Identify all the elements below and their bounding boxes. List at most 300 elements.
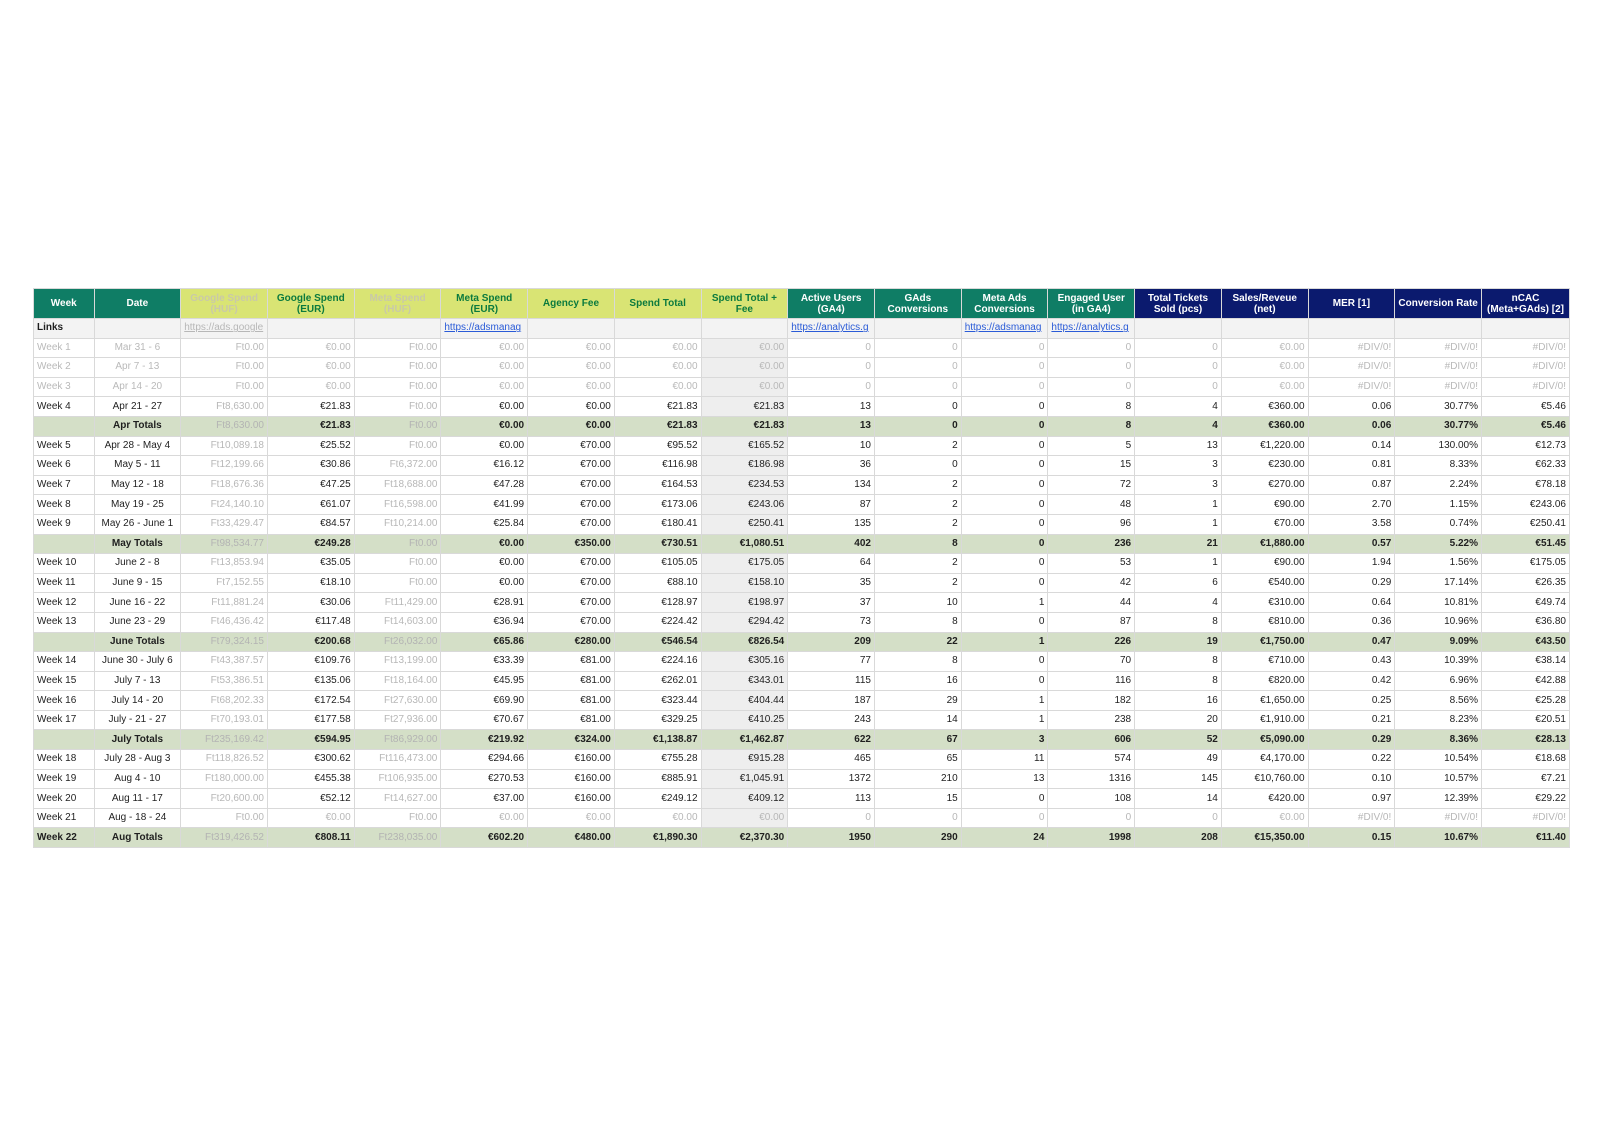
cell-date[interactable]: May 26 - June 1 (94, 514, 181, 534)
cell-google-spend-huf[interactable]: Ft8,630.00 (181, 397, 268, 417)
cell-mer[interactable]: 0.25 (1308, 691, 1395, 711)
cell-google-spend-eur[interactable]: €177.58 (267, 710, 354, 730)
cell-gads-conversions[interactable]: 2 (874, 495, 961, 515)
cell-tickets-sold[interactable]: 3 (1135, 456, 1222, 476)
cell-google-spend-eur[interactable]: €0.00 (267, 808, 354, 828)
cell-google-spend-eur[interactable]: €455.38 (267, 769, 354, 789)
cell-week[interactable] (34, 416, 95, 436)
cell-engaged-users[interactable]: 606 (1048, 730, 1135, 750)
cell-tickets-sold[interactable]: 1 (1135, 495, 1222, 515)
cell-date[interactable]: June 2 - 8 (94, 554, 181, 574)
cell-ncac[interactable]: €7.21 (1482, 769, 1570, 789)
cell-spend-total[interactable]: €21.83 (614, 397, 701, 417)
cell-engaged-users[interactable]: 1316 (1048, 769, 1135, 789)
cell-agency-fee[interactable]: €81.00 (528, 691, 615, 711)
cell-spend-total-fee[interactable]: €158.10 (701, 573, 788, 593)
cell-gads-conversions[interactable]: 2 (874, 554, 961, 574)
links-cell[interactable] (1135, 319, 1222, 339)
cell-spend-total-fee[interactable]: €0.00 (701, 808, 788, 828)
cell-google-spend-eur[interactable]: €21.83 (267, 397, 354, 417)
cell-tickets-sold[interactable]: 19 (1135, 632, 1222, 652)
cell-google-spend-eur[interactable]: €117.48 (267, 612, 354, 632)
cell-spend-total-fee[interactable]: €21.83 (701, 416, 788, 436)
cell-google-spend-huf[interactable]: Ft13,853.94 (181, 554, 268, 574)
cell-sales-revenue[interactable]: €820.00 (1221, 671, 1308, 691)
cell-meta-ads-conversions[interactable]: 0 (961, 534, 1048, 554)
cell-conversion-rate[interactable]: 30.77% (1395, 397, 1482, 417)
cell-week[interactable]: Week 19 (34, 769, 95, 789)
header-date[interactable]: Date (94, 289, 181, 319)
cell-spend-total-fee[interactable]: €198.97 (701, 593, 788, 613)
cell-engaged-users[interactable]: 42 (1048, 573, 1135, 593)
cell-engaged-users[interactable]: 0 (1048, 338, 1135, 358)
cell-google-spend-huf[interactable]: Ft24,140.10 (181, 495, 268, 515)
cell-spend-total-fee[interactable]: €186.98 (701, 456, 788, 476)
cell-ncac[interactable]: €25.28 (1482, 691, 1570, 711)
cell-meta-spend-eur[interactable]: €0.00 (441, 436, 528, 456)
cell-meta-spend-huf[interactable]: Ft13,199.00 (354, 652, 441, 672)
cell-week[interactable]: Week 17 (34, 710, 95, 730)
header-agency-fee[interactable]: Agency Fee (528, 289, 615, 319)
cell-tickets-sold[interactable]: 1 (1135, 554, 1222, 574)
cell-active-users[interactable]: 77 (788, 652, 875, 672)
cell-spend-total-fee[interactable]: €165.52 (701, 436, 788, 456)
cell-sales-revenue[interactable]: €710.00 (1221, 652, 1308, 672)
cell-ncac[interactable]: €62.33 (1482, 456, 1570, 476)
cell-gads-conversions[interactable]: 10 (874, 593, 961, 613)
links-cell[interactable] (1308, 319, 1395, 339)
cell-sales-revenue[interactable]: €70.00 (1221, 514, 1308, 534)
cell-active-users[interactable]: 0 (788, 377, 875, 397)
cell-ncac[interactable]: €250.41 (1482, 514, 1570, 534)
cell-ncac[interactable]: €29.22 (1482, 789, 1570, 809)
header-google-spend-eur[interactable]: Google Spend (EUR) (267, 289, 354, 319)
cell-conversion-rate[interactable]: 10.81% (1395, 593, 1482, 613)
cell-week[interactable]: Week 22 (34, 828, 95, 848)
cell-google-spend-eur[interactable]: €808.11 (267, 828, 354, 848)
cell-meta-ads-conversions[interactable]: 0 (961, 338, 1048, 358)
cell-engaged-users[interactable]: 116 (1048, 671, 1135, 691)
cell-meta-ads-conversions[interactable]: 11 (961, 750, 1048, 770)
cell-date[interactable]: Aug Totals (94, 828, 181, 848)
cell-spend-total-fee[interactable]: €243.06 (701, 495, 788, 515)
cell-spend-total[interactable]: €95.52 (614, 436, 701, 456)
cell-google-spend-huf[interactable]: Ft79,324.15 (181, 632, 268, 652)
cell-gads-conversions[interactable]: 14 (874, 710, 961, 730)
cell-mer[interactable]: 0.06 (1308, 416, 1395, 436)
links-cell[interactable] (528, 319, 615, 339)
cell-tickets-sold[interactable]: 0 (1135, 338, 1222, 358)
cell-tickets-sold[interactable]: 21 (1135, 534, 1222, 554)
cell-mer[interactable]: #DIV/0! (1308, 338, 1395, 358)
cell-google-spend-huf[interactable]: Ft10,089.18 (181, 436, 268, 456)
cell-google-spend-huf[interactable]: Ft0.00 (181, 377, 268, 397)
cell-gads-conversions[interactable]: 8 (874, 534, 961, 554)
cell-meta-ads-conversions[interactable]: 0 (961, 416, 1048, 436)
cell-spend-total[interactable]: €885.91 (614, 769, 701, 789)
cell-google-spend-huf[interactable]: Ft0.00 (181, 358, 268, 378)
cell-conversion-rate[interactable]: 10.39% (1395, 652, 1482, 672)
cell-date[interactable]: July 7 - 13 (94, 671, 181, 691)
cell-gads-conversions[interactable]: 0 (874, 338, 961, 358)
cell-active-users[interactable]: 13 (788, 397, 875, 417)
cell-agency-fee[interactable]: €0.00 (528, 358, 615, 378)
cell-spend-total[interactable]: €0.00 (614, 377, 701, 397)
cell-sales-revenue[interactable]: €0.00 (1221, 808, 1308, 828)
cell-agency-fee[interactable]: €350.00 (528, 534, 615, 554)
cell-meta-spend-eur[interactable]: €70.67 (441, 710, 528, 730)
cell-google-spend-huf[interactable]: Ft18,676.36 (181, 475, 268, 495)
cell-meta-ads-conversions[interactable]: 1 (961, 710, 1048, 730)
cell-meta-ads-conversions[interactable]: 0 (961, 436, 1048, 456)
cell-engaged-users[interactable]: 44 (1048, 593, 1135, 613)
cell-meta-spend-eur[interactable]: €0.00 (441, 416, 528, 436)
cell-conversion-rate[interactable]: 30.77% (1395, 416, 1482, 436)
cell-gads-conversions[interactable]: 210 (874, 769, 961, 789)
cell-meta-spend-huf[interactable]: Ft6,372.00 (354, 456, 441, 476)
cell-meta-spend-eur[interactable]: €47.28 (441, 475, 528, 495)
cell-spend-total[interactable]: €224.16 (614, 652, 701, 672)
cell-mer[interactable]: 0.15 (1308, 828, 1395, 848)
cell-week[interactable]: Week 18 (34, 750, 95, 770)
cell-meta-spend-huf[interactable]: Ft0.00 (354, 358, 441, 378)
cell-sales-revenue[interactable]: €90.00 (1221, 495, 1308, 515)
cell-engaged-users[interactable]: 0 (1048, 358, 1135, 378)
cell-conversion-rate[interactable]: 1.56% (1395, 554, 1482, 574)
cell-ncac[interactable]: €243.06 (1482, 495, 1570, 515)
cell-active-users[interactable]: 1372 (788, 769, 875, 789)
cell-sales-revenue[interactable]: €360.00 (1221, 397, 1308, 417)
cell-google-spend-huf[interactable]: Ft235,169.42 (181, 730, 268, 750)
header-meta-spend-eur[interactable]: Meta Spend (EUR) (441, 289, 528, 319)
cell-meta-spend-eur[interactable]: €602.20 (441, 828, 528, 848)
cell-active-users[interactable]: 465 (788, 750, 875, 770)
cell-date[interactable]: May 5 - 11 (94, 456, 181, 476)
cell-meta-spend-huf[interactable]: Ft0.00 (354, 338, 441, 358)
cell-spend-total[interactable]: €730.51 (614, 534, 701, 554)
links-cell[interactable] (1221, 319, 1308, 339)
analytics-link[interactable]: https://analytics.g (788, 319, 875, 339)
cell-meta-spend-eur[interactable]: €0.00 (441, 377, 528, 397)
cell-mer[interactable]: 0.29 (1308, 730, 1395, 750)
cell-meta-spend-huf[interactable]: Ft238,035.00 (354, 828, 441, 848)
header-active-users[interactable]: Active Users (GA4) (788, 289, 875, 319)
cell-gads-conversions[interactable]: 0 (874, 358, 961, 378)
cell-sales-revenue[interactable]: €420.00 (1221, 789, 1308, 809)
cell-meta-ads-conversions[interactable]: 0 (961, 475, 1048, 495)
cell-tickets-sold[interactable]: 4 (1135, 397, 1222, 417)
cell-date[interactable]: Apr 28 - May 4 (94, 436, 181, 456)
cell-meta-spend-huf[interactable]: Ft10,214.00 (354, 514, 441, 534)
cell-mer[interactable]: #DIV/0! (1308, 377, 1395, 397)
cell-agency-fee[interactable]: €70.00 (528, 495, 615, 515)
cell-meta-ads-conversions[interactable]: 0 (961, 358, 1048, 378)
cell-ncac[interactable]: #DIV/0! (1482, 338, 1570, 358)
cell-conversion-rate[interactable]: 0.74% (1395, 514, 1482, 534)
cell-spend-total-fee[interactable]: €21.83 (701, 397, 788, 417)
cell-ncac[interactable]: €20.51 (1482, 710, 1570, 730)
cell-meta-spend-eur[interactable]: €0.00 (441, 397, 528, 417)
cell-meta-spend-huf[interactable]: Ft18,164.00 (354, 671, 441, 691)
header-meta-spend-huf[interactable]: Meta Spend (HUF) (354, 289, 441, 319)
cell-ncac[interactable]: €38.14 (1482, 652, 1570, 672)
cell-tickets-sold[interactable]: 20 (1135, 710, 1222, 730)
cell-google-spend-eur[interactable]: €200.68 (267, 632, 354, 652)
cell-spend-total[interactable]: €116.98 (614, 456, 701, 476)
cell-mer[interactable]: 0.10 (1308, 769, 1395, 789)
cell-week[interactable]: Week 8 (34, 495, 95, 515)
cell-google-spend-eur[interactable]: €21.83 (267, 416, 354, 436)
cell-tickets-sold[interactable]: 49 (1135, 750, 1222, 770)
cell-active-users[interactable]: 243 (788, 710, 875, 730)
cell-engaged-users[interactable]: 238 (1048, 710, 1135, 730)
cell-week[interactable]: Week 1 (34, 338, 95, 358)
cell-engaged-users[interactable]: 0 (1048, 808, 1135, 828)
cell-meta-spend-eur[interactable]: €0.00 (441, 554, 528, 574)
links-cell[interactable] (94, 319, 181, 339)
cell-meta-ads-conversions[interactable]: 24 (961, 828, 1048, 848)
cell-spend-total-fee[interactable]: €305.16 (701, 652, 788, 672)
cell-date[interactable]: Mar 31 - 6 (94, 338, 181, 358)
cell-spend-total-fee[interactable]: €343.01 (701, 671, 788, 691)
cell-spend-total[interactable]: €88.10 (614, 573, 701, 593)
cell-gads-conversions[interactable]: 0 (874, 456, 961, 476)
cell-week[interactable]: Week 5 (34, 436, 95, 456)
cell-week[interactable]: Week 4 (34, 397, 95, 417)
cell-agency-fee[interactable]: €480.00 (528, 828, 615, 848)
cell-tickets-sold[interactable]: 8 (1135, 652, 1222, 672)
cell-active-users[interactable]: 0 (788, 338, 875, 358)
cell-ncac[interactable]: €49.74 (1482, 593, 1570, 613)
cell-meta-spend-eur[interactable]: €69.90 (441, 691, 528, 711)
cell-conversion-rate[interactable]: 12.39% (1395, 789, 1482, 809)
cell-tickets-sold[interactable]: 208 (1135, 828, 1222, 848)
cell-agency-fee[interactable]: €70.00 (528, 514, 615, 534)
cell-sales-revenue[interactable]: €360.00 (1221, 416, 1308, 436)
cell-spend-total-fee[interactable]: €2,370.30 (701, 828, 788, 848)
cell-sales-revenue[interactable]: €1,650.00 (1221, 691, 1308, 711)
cell-active-users[interactable]: 10 (788, 436, 875, 456)
cell-sales-revenue[interactable]: €0.00 (1221, 358, 1308, 378)
cell-mer[interactable]: #DIV/0! (1308, 358, 1395, 378)
cell-date[interactable]: Apr 21 - 27 (94, 397, 181, 417)
header-sales-revenue[interactable]: Sales/Reveue (net) (1221, 289, 1308, 319)
cell-mer[interactable]: 0.87 (1308, 475, 1395, 495)
cell-ncac[interactable]: €26.35 (1482, 573, 1570, 593)
meta-ads-manager-link-2[interactable]: https://adsmanag (961, 319, 1048, 339)
cell-spend-total[interactable]: €21.83 (614, 416, 701, 436)
cell-agency-fee[interactable]: €81.00 (528, 710, 615, 730)
cell-engaged-users[interactable]: 1998 (1048, 828, 1135, 848)
cell-engaged-users[interactable]: 53 (1048, 554, 1135, 574)
links-cell[interactable] (1482, 319, 1570, 339)
cell-meta-spend-eur[interactable]: €16.12 (441, 456, 528, 476)
cell-meta-spend-huf[interactable]: Ft86,929.00 (354, 730, 441, 750)
cell-mer[interactable]: 0.29 (1308, 573, 1395, 593)
cell-spend-total-fee[interactable]: €1,045.91 (701, 769, 788, 789)
cell-conversion-rate[interactable]: 5.22% (1395, 534, 1482, 554)
cell-tickets-sold[interactable]: 16 (1135, 691, 1222, 711)
cell-meta-spend-eur[interactable]: €270.53 (441, 769, 528, 789)
cell-engaged-users[interactable]: 236 (1048, 534, 1135, 554)
cell-meta-spend-huf[interactable]: Ft0.00 (354, 808, 441, 828)
cell-spend-total-fee[interactable]: €250.41 (701, 514, 788, 534)
cell-conversion-rate[interactable]: 8.23% (1395, 710, 1482, 730)
cell-google-spend-huf[interactable]: Ft98,534.77 (181, 534, 268, 554)
cell-date[interactable]: Aug - 18 - 24 (94, 808, 181, 828)
cell-date[interactable]: Apr Totals (94, 416, 181, 436)
cell-week[interactable]: Week 10 (34, 554, 95, 574)
cell-google-spend-eur[interactable]: €172.54 (267, 691, 354, 711)
cell-meta-ads-conversions[interactable]: 0 (961, 808, 1048, 828)
cell-gads-conversions[interactable]: 15 (874, 789, 961, 809)
cell-mer[interactable]: 0.36 (1308, 612, 1395, 632)
cell-conversion-rate[interactable]: 1.15% (1395, 495, 1482, 515)
cell-tickets-sold[interactable]: 4 (1135, 593, 1222, 613)
cell-engaged-users[interactable]: 226 (1048, 632, 1135, 652)
links-cell[interactable] (354, 319, 441, 339)
cell-spend-total[interactable]: €323.44 (614, 691, 701, 711)
cell-engaged-users[interactable]: 15 (1048, 456, 1135, 476)
cell-conversion-rate[interactable]: 10.54% (1395, 750, 1482, 770)
cell-tickets-sold[interactable]: 6 (1135, 573, 1222, 593)
cell-week[interactable]: Week 12 (34, 593, 95, 613)
cell-ncac[interactable]: €12.73 (1482, 436, 1570, 456)
cell-week[interactable]: Week 6 (34, 456, 95, 476)
header-spend-total-fee[interactable]: Spend Total + Fee (701, 289, 788, 319)
cell-meta-spend-huf[interactable]: Ft11,429.00 (354, 593, 441, 613)
cell-google-spend-eur[interactable]: €0.00 (267, 338, 354, 358)
cell-google-spend-eur[interactable]: €594.95 (267, 730, 354, 750)
cell-google-spend-huf[interactable]: Ft53,386.51 (181, 671, 268, 691)
cell-meta-ads-conversions[interactable]: 0 (961, 612, 1048, 632)
cell-agency-fee[interactable]: €70.00 (528, 593, 615, 613)
cell-engaged-users[interactable]: 108 (1048, 789, 1135, 809)
cell-spend-total-fee[interactable]: €0.00 (701, 338, 788, 358)
cell-ncac[interactable]: #DIV/0! (1482, 808, 1570, 828)
cell-ncac[interactable]: #DIV/0! (1482, 358, 1570, 378)
cell-active-users[interactable]: 64 (788, 554, 875, 574)
cell-tickets-sold[interactable]: 3 (1135, 475, 1222, 495)
cell-spend-total[interactable]: €173.06 (614, 495, 701, 515)
cell-spend-total[interactable]: €262.01 (614, 671, 701, 691)
cell-week[interactable]: Week 11 (34, 573, 95, 593)
cell-date[interactable]: Aug 11 - 17 (94, 789, 181, 809)
cell-date[interactable]: Apr 14 - 20 (94, 377, 181, 397)
cell-ncac[interactable]: €78.18 (1482, 475, 1570, 495)
cell-engaged-users[interactable]: 8 (1048, 397, 1135, 417)
cell-week[interactable]: Week 2 (34, 358, 95, 378)
cell-ncac[interactable]: #DIV/0! (1482, 377, 1570, 397)
cell-agency-fee[interactable]: €324.00 (528, 730, 615, 750)
cell-google-spend-eur[interactable]: €18.10 (267, 573, 354, 593)
cell-week[interactable] (34, 534, 95, 554)
cell-active-users[interactable]: 115 (788, 671, 875, 691)
cell-meta-spend-eur[interactable]: €0.00 (441, 358, 528, 378)
cell-spend-total-fee[interactable]: €915.28 (701, 750, 788, 770)
cell-spend-total-fee[interactable]: €826.54 (701, 632, 788, 652)
cell-date[interactable]: Aug 4 - 10 (94, 769, 181, 789)
cell-spend-total-fee[interactable]: €0.00 (701, 377, 788, 397)
cell-week[interactable]: Week 15 (34, 671, 95, 691)
cell-date[interactable]: May 12 - 18 (94, 475, 181, 495)
cell-tickets-sold[interactable]: 0 (1135, 808, 1222, 828)
cell-gads-conversions[interactable]: 8 (874, 612, 961, 632)
cell-tickets-sold[interactable]: 8 (1135, 612, 1222, 632)
cell-google-spend-huf[interactable]: Ft0.00 (181, 808, 268, 828)
cell-agency-fee[interactable]: €0.00 (528, 377, 615, 397)
cell-google-spend-eur[interactable]: €47.25 (267, 475, 354, 495)
cell-google-spend-huf[interactable]: Ft70,193.01 (181, 710, 268, 730)
cell-spend-total-fee[interactable]: €294.42 (701, 612, 788, 632)
cell-gads-conversions[interactable]: 2 (874, 436, 961, 456)
cell-ncac[interactable]: €51.45 (1482, 534, 1570, 554)
meta-ads-manager-link[interactable]: https://adsmanag (441, 319, 528, 339)
cell-gads-conversions[interactable]: 2 (874, 514, 961, 534)
cell-spend-total[interactable]: €249.12 (614, 789, 701, 809)
cell-active-users[interactable]: 36 (788, 456, 875, 476)
cell-google-spend-eur[interactable]: €84.57 (267, 514, 354, 534)
cell-meta-spend-huf[interactable]: Ft27,936.00 (354, 710, 441, 730)
cell-gads-conversions[interactable]: 2 (874, 475, 961, 495)
cell-mer[interactable]: 0.22 (1308, 750, 1395, 770)
cell-date[interactable]: May 19 - 25 (94, 495, 181, 515)
cell-mer[interactable]: 0.06 (1308, 397, 1395, 417)
cell-meta-ads-conversions[interactable]: 0 (961, 554, 1048, 574)
cell-tickets-sold[interactable]: 4 (1135, 416, 1222, 436)
cell-date[interactable]: May Totals (94, 534, 181, 554)
cell-ncac[interactable]: €18.68 (1482, 750, 1570, 770)
cell-google-spend-eur[interactable]: €109.76 (267, 652, 354, 672)
cell-active-users[interactable]: 37 (788, 593, 875, 613)
cell-google-spend-eur[interactable]: €52.12 (267, 789, 354, 809)
cell-meta-spend-eur[interactable]: €41.99 (441, 495, 528, 515)
cell-spend-total[interactable]: €105.05 (614, 554, 701, 574)
cell-active-users[interactable]: 187 (788, 691, 875, 711)
cell-agency-fee[interactable]: €81.00 (528, 671, 615, 691)
cell-week[interactable] (34, 632, 95, 652)
cell-meta-spend-huf[interactable]: Ft0.00 (354, 377, 441, 397)
cell-date[interactable]: June 30 - July 6 (94, 652, 181, 672)
cell-meta-spend-huf[interactable]: Ft0.00 (354, 573, 441, 593)
cell-spend-total[interactable]: €755.28 (614, 750, 701, 770)
cell-engaged-users[interactable]: 8 (1048, 416, 1135, 436)
cell-active-users[interactable]: 135 (788, 514, 875, 534)
cell-meta-spend-eur[interactable]: €0.00 (441, 573, 528, 593)
cell-conversion-rate[interactable]: 10.96% (1395, 612, 1482, 632)
cell-meta-spend-eur[interactable]: €36.94 (441, 612, 528, 632)
cell-gads-conversions[interactable]: 16 (874, 671, 961, 691)
cell-mer[interactable]: 2.70 (1308, 495, 1395, 515)
cell-ncac[interactable]: €5.46 (1482, 397, 1570, 417)
cell-engaged-users[interactable]: 96 (1048, 514, 1135, 534)
cell-gads-conversions[interactable]: 0 (874, 808, 961, 828)
cell-sales-revenue[interactable]: €1,750.00 (1221, 632, 1308, 652)
cell-conversion-rate[interactable]: 10.67% (1395, 828, 1482, 848)
cell-sales-revenue[interactable]: €270.00 (1221, 475, 1308, 495)
cell-meta-ads-conversions[interactable]: 0 (961, 377, 1048, 397)
cell-sales-revenue[interactable]: €4,170.00 (1221, 750, 1308, 770)
header-google-spend-huf[interactable]: Google Spend (HUF) (181, 289, 268, 319)
cell-google-spend-huf[interactable]: Ft118,826.52 (181, 750, 268, 770)
cell-engaged-users[interactable]: 0 (1048, 377, 1135, 397)
cell-meta-ads-conversions[interactable]: 1 (961, 691, 1048, 711)
cell-mer[interactable]: 0.81 (1308, 456, 1395, 476)
cell-engaged-users[interactable]: 182 (1048, 691, 1135, 711)
cell-date[interactable]: July - 21 - 27 (94, 710, 181, 730)
cell-gads-conversions[interactable]: 22 (874, 632, 961, 652)
cell-meta-spend-eur[interactable]: €0.00 (441, 808, 528, 828)
